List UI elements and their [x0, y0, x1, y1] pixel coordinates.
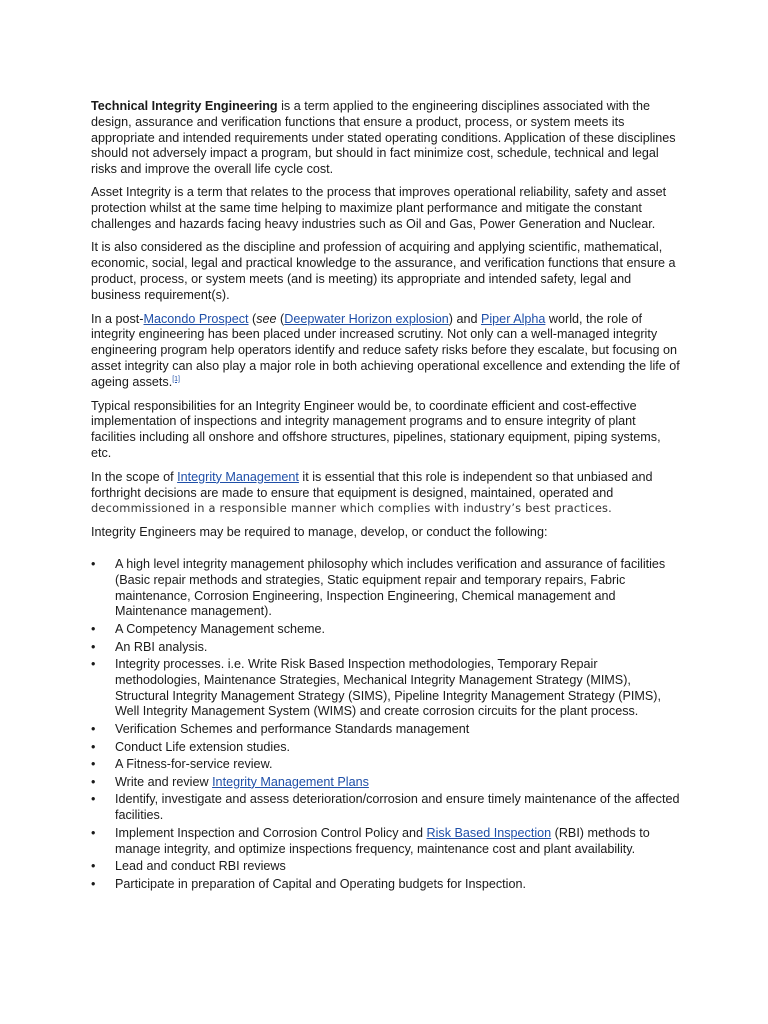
footnote-ref[interactable]: [1]	[172, 375, 181, 383]
term-heading: Technical Integrity Engineering	[91, 99, 278, 113]
list-item: • Participate in preparation of Capital and Operating budgets for Inspection.	[91, 876, 526, 891]
list-item: • Lead and conduct RBI reviews	[91, 859, 286, 874]
list-item: • Verification Schemes and performance Standards management	[91, 722, 470, 737]
paragraph-list-intro: Integrity Engineers may be required to manage, develop, or conduct the following:	[91, 525, 548, 540]
bullet-icon: •	[91, 639, 96, 654]
link-integrity-management-plans[interactable]: Integrity Management Plans	[212, 774, 369, 789]
bullet-icon: •	[91, 757, 96, 772]
paragraph-scope: In the scope of Integrity Management it is essential that this role is independent so that unbiased and forthright decisions are made to ensure that equipment is designed, maintained, operated and decommissioned in a responsible manner which complies with industry’s best practices.	[91, 469, 653, 516]
bullet-icon: •	[91, 657, 96, 672]
list-item: • A Competency Management scheme.	[91, 621, 326, 636]
list-item: • Implement Inspection and Corrosion Control Policy and Risk Based Inspection (RBI) methods to manage integrity, and optimize inspections frequency, maintenance cost and plant availability.	[91, 825, 650, 856]
paragraph-discipline: It is also considered as the discipline and profession of acquiring and applying scientific, mathematical, economic, social, legal and practical knowledge to the assurance, and verification functions that ensure a product, process, or system meets (and is meeting) its appropriate and intended safety, legal and business requirement(s).	[91, 240, 676, 302]
paragraph-definition	[91, 99, 681, 178]
document-body	[91, 99, 681, 894]
bullet-icon: •	[91, 739, 96, 754]
list-item: • Identify, investigate and assess deterioration/corrosion and ensure timely maintenance of the affected facilities.	[91, 792, 680, 823]
paragraph-responsibilities: Typical responsibilities for an Integrity Engineer would be, to coordinate efficient and cost-effective implementation of inspections and integrity management programs and to ensure integrity of plant facilities including all onshore and offshore structures, pipelines, stationary equipment, piping systems, etc.	[91, 398, 661, 460]
bullet-icon: •	[91, 722, 96, 737]
bullet-icon: •	[91, 792, 96, 807]
bullet-icon: •	[91, 774, 96, 789]
bullet-icon: •	[91, 825, 96, 840]
list-item: • Integrity processes. i.e. Write Risk Based Inspection methodologies, Temporary Repair methodologies, Maintenance Strategies, Mechanical Integrity Management Strategy (MIMS), Structural Integrity Management Strategy (SIMS), Pipeline Integrity Management Strategy (PIMS), Well Integrity Management System (WIMS) and create corrosion circuits for the plant process.	[91, 657, 661, 719]
list-item: • Write and review Integrity Management Plans	[91, 774, 369, 789]
link-integrity-management[interactable]: Integrity Management	[177, 469, 299, 484]
paragraph-asset-integrity: Asset Integrity is a term that relates to the process that improves operational reliability, safety and asset protection whilst at the same time helping to maximize plant performance and mitigate the constant challenges and hazards facing heavy industries such as Oil and Gas, Power Generation and Nuclear.	[91, 184, 667, 231]
bullet-icon: •	[91, 876, 96, 891]
link-risk-based-inspection[interactable]: Risk Based Inspection	[426, 825, 552, 840]
duties-list	[91, 557, 681, 893]
bullet-icon: •	[91, 859, 96, 874]
bullet-icon: •	[91, 556, 96, 571]
list-item: • Conduct Life extension studies.	[91, 739, 291, 754]
link-deepwater-horizon[interactable]: Deepwater Horizon explosion	[284, 311, 449, 326]
link-piper-alpha[interactable]: Piper Alpha	[480, 311, 546, 326]
list-item: • A Fitness-for-service review.	[91, 757, 273, 772]
definition-text: is a term applied to the engineering disciplines associated with the design, assurance and verification functions that ensure a product, process, or system meets its appropriate and intended requirements under stated operating conditions. Application of these disciplines should not adversely impact a program, but should in fact minimize cost, schedule, technical and legal risks and improve the overall life cycle cost.	[91, 99, 676, 177]
list-item: • An RBI analysis.	[91, 639, 208, 654]
paragraph-post-macondo: In a post-Macondo Prospect (see (Deepwater Horizon explosion) and Piper Alpha world, the role of integrity engineering has been placed under increased scrutiny. Not only can a well-managed integrity engineering program help operators identify and reduce safety risks before they escalate, but focusing on asset integrity can also play a major role in both achieving operational excellence and extending the life of ageing assets.[1]	[91, 311, 680, 389]
link-macondo-prospect[interactable]: Macondo Prospect	[143, 311, 249, 326]
bullet-icon: •	[91, 621, 96, 636]
list-item: • A high level integrity management philosophy which includes verification and assurance of facilities (Basic repair methods and strategies, Static equipment repair and temporary repairs, Fabric maintenance, Corrosion Engineering, Inspection Engineering, Chemical management and Maintenance management).	[91, 556, 666, 619]
